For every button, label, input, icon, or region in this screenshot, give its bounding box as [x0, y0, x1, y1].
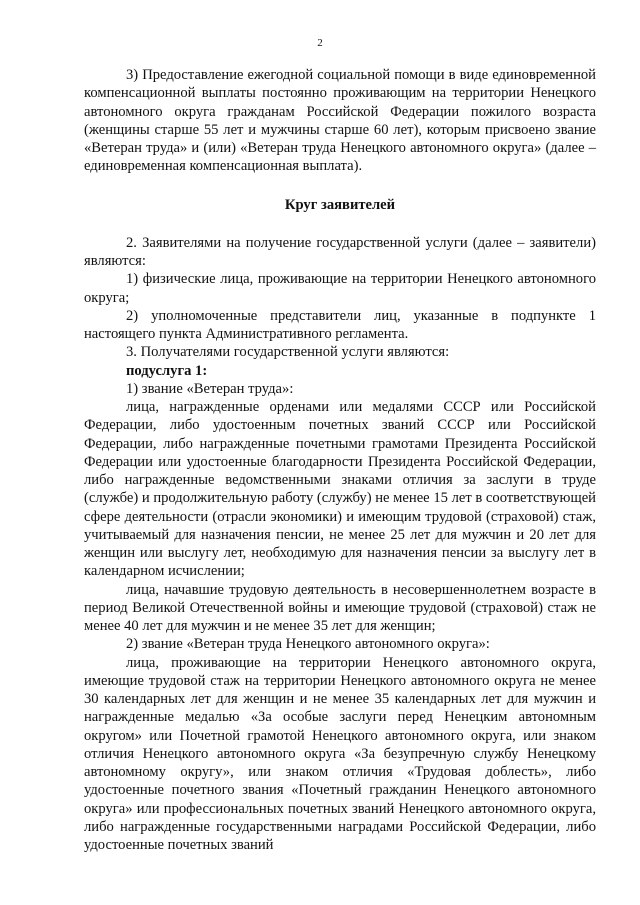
- paragraph: 3. Получателями государственной услуги являются:: [126, 344, 450, 361]
- subservice-label: подуслуга 1:: [126, 362, 208, 379]
- paragraph-intro: 3) Предоставление ежегодной социальной помощи в виде единовременной компенсационной выплаты постоянно проживающим на территории Ненецкого автономного округа гражданам Российской Федерации пожилого возраста (женщины старше 55 лет и мужчины старше 60 лет), которым присвоено звание «Ветеран труда» и (или) «Ветеран труда Ненецкого автономного округа» (далее – единовременная компенсационная выплата).: [84, 67, 596, 175]
- paragraph: 2. Заявителями на получение государственной услуги (далее – заявители) являются:: [84, 234, 596, 269]
- page-number: 2: [317, 37, 323, 49]
- document-body: [84, 66, 596, 854]
- paragraph: лица, награжденные орденами или медалями СССР или Российской Федерации, либо удостоенным почетных званий СССР или Российской Федерации, либо награжденные почетными грамотами Президента Российской Федерации или удостоенные благодарности Президента Российской Федерации, либо награжденные ведомственными знаками отличия за заслуги в труде (службе) и продолжительную работу (службу) не менее 15 лет в соответствующей сфере деятельности (отрасли экономики) и имеющим трудовой (страховой) стаж, учитываемый для назначения пенсии, не менее 25 лет для мужчин и 20 лет для женщин или выслугу лет, необходимую для назначения пенсии за выслугу лет в календарном исчислении;: [84, 399, 596, 580]
- paragraph: лица, проживающие на территории Ненецкого автономного округа, имеющие трудовой стаж на территории Ненецкого автономного округа не менее 30 календарных лет для женщин и не менее 35 календарных лет для мужчин и награжденные медалью «За особые заслуги перед Ненецким автономным округом» или Почетной грамотой Ненецкого автономного округа, или знаком отличия Ненецкого автономного округа «За безупречную службу Ненецкому автономному округу», или знаком отличия «Трудовая доблесть», либо удостоенные почетного звания «Почетный гражданин Ненецкого автономного округа» или профессиональных почетных званий Ненецкого автономного округа, либо награжденные государственными наградами Российской Федерации, либо удостоенные почетных званий: [84, 654, 596, 853]
- paragraph: 2) звание «Ветеран труда Ненецкого автономного округа»:: [126, 636, 490, 653]
- paragraph: лица, начавшие трудовую деятельность в несовершеннолетнем возрасте в период Великой Отечественной войны и имеющие трудовой (страховой) стаж не менее 40 лет для мужчин и не менее 35 лет для женщин;: [84, 581, 596, 634]
- paragraph: 1) звание «Ветеран труда»:: [126, 380, 294, 397]
- paragraph: 2) уполномоченные представители лиц, указанные в подпункте 1 настоящего пункта Административного регламента.: [84, 307, 596, 342]
- section-heading: Круг заявителей: [284, 196, 396, 213]
- paragraph: 1) физические лица, проживающие на территории Ненецкого автономного округа;: [84, 271, 596, 306]
